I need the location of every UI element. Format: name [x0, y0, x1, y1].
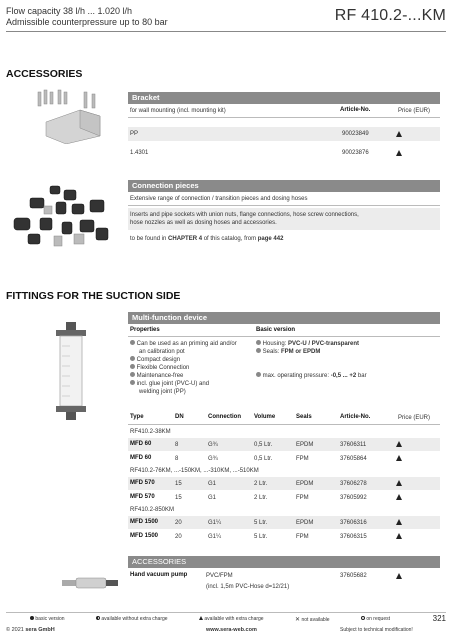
- row-article: 90023876: [342, 150, 369, 156]
- footer-divider: [6, 612, 446, 613]
- cell-volume: 2 Ltr.: [254, 495, 268, 501]
- connection-pieces-image: [10, 184, 116, 248]
- multi-function-bar: Multi-function device: [128, 312, 440, 324]
- housing-label: Housing:: [262, 341, 289, 347]
- model-title: RF 410.2-...KM: [334, 7, 446, 24]
- property-text: Can be used as an priming aid and/or: [136, 341, 237, 347]
- cell-seals: EPDM: [296, 481, 314, 487]
- th-seals: Seals: [296, 414, 312, 420]
- cell-connection: G¾: [208, 456, 218, 462]
- col-article-header: Article-No.: [340, 107, 371, 113]
- half-circle-icon: [96, 616, 100, 620]
- ref-chapter: CHAPTER 4: [168, 236, 203, 242]
- legend-text: available without extra charge: [101, 616, 168, 622]
- cell-article: 37605864: [340, 456, 367, 462]
- legend-item: [30, 616, 65, 623]
- property-text: Compact design: [136, 357, 181, 363]
- cell-article: 37606278: [340, 481, 367, 487]
- cell-seals: FPM: [296, 456, 309, 462]
- triangle-icon: [396, 441, 402, 447]
- basic-version-heading: Basic version: [256, 327, 296, 333]
- legend-text: not available: [301, 617, 330, 623]
- bracket-bar: Bracket: [128, 92, 440, 104]
- filled-circle-icon: [130, 380, 135, 385]
- list-item: [130, 388, 252, 396]
- table-divider: [128, 424, 440, 425]
- triangle-icon: [396, 519, 402, 525]
- cell-type: MFD 1500: [130, 519, 159, 525]
- filled-circle-icon: [130, 340, 135, 345]
- cell-seals: EPDM: [296, 442, 314, 448]
- cell-seals: FPM: [296, 534, 309, 540]
- connection-detail-2: hose nozzles as well as dosing hoses and accessories.: [130, 220, 277, 226]
- triangle-icon: [396, 480, 402, 486]
- cell-connection: G1: [208, 481, 217, 487]
- triangle-icon: [199, 616, 203, 620]
- list-item: [130, 380, 252, 388]
- cell-dn: 20: [175, 534, 182, 540]
- copyright: [6, 627, 55, 633]
- property-text: an calibration pot: [139, 349, 185, 355]
- filled-circle-icon: [30, 616, 34, 620]
- property-text: welding joint (PP): [139, 389, 186, 395]
- cell-type: MFD 570: [130, 494, 155, 500]
- connection-divider: [128, 205, 440, 206]
- cell-type: MFD 60: [130, 455, 152, 461]
- legend: [30, 616, 390, 623]
- legend-item: [295, 616, 330, 623]
- th-article: Article-No.: [340, 414, 371, 420]
- row-article: 90023849: [342, 131, 369, 137]
- connection-desc: Extensive range of connection / transition pieces and dosing hoses: [130, 196, 308, 202]
- cell-dn: 20: [175, 520, 182, 526]
- counterpressure-text: Admissible counterpressure up to 80 bar: [6, 17, 168, 27]
- triangle-icon: [396, 573, 402, 579]
- filled-circle-icon: [256, 348, 261, 353]
- table-row: [128, 438, 440, 451]
- cell-article: 37606316: [340, 520, 367, 526]
- legend-text: available with extra charge: [204, 616, 264, 622]
- table-row: [128, 146, 440, 160]
- cell-connection: G¾: [208, 442, 218, 448]
- table-row: [128, 477, 440, 490]
- list-item: [256, 348, 440, 356]
- seals-label: Seals:: [262, 349, 282, 355]
- pressure-label: max. operating pressure:: [262, 373, 331, 379]
- cell-type: MFD 60: [130, 441, 152, 447]
- acc-item-name: Hand vacuum pump: [130, 572, 188, 578]
- filled-circle-icon: [130, 364, 135, 369]
- properties-list: [130, 340, 252, 396]
- table-row: [128, 491, 440, 504]
- cell-volume: 2 Ltr.: [254, 481, 268, 487]
- cell-dn: 8: [175, 442, 179, 448]
- group-label: RF410.2-76KM, ...-150KM, ...-310KM, ...-510KM: [130, 468, 259, 474]
- th-volume: Volume: [254, 414, 276, 420]
- property-text: Flexible Connection: [136, 365, 190, 371]
- company-name: sera GmbH: [25, 627, 55, 633]
- ring-icon: [361, 616, 365, 620]
- triangle-icon: [396, 533, 402, 539]
- acc-item-material: PVC/FPM: [206, 573, 233, 579]
- legend-item: [361, 616, 390, 623]
- filled-circle-icon: [130, 372, 135, 377]
- cell-type: MFD 1500: [130, 533, 159, 539]
- list-item: [256, 372, 440, 380]
- list-item: [130, 364, 252, 372]
- list-item: [130, 372, 252, 380]
- cell-connection: G1¼: [208, 520, 222, 526]
- cell-article: 37606315: [340, 534, 367, 540]
- cell-volume: 0,5 Ltr.: [254, 442, 273, 448]
- accessories-title: ACCESSORIES: [6, 68, 83, 80]
- pressure-unit: bar: [356, 373, 367, 379]
- header-subtitle: [6, 6, 168, 28]
- connection-info-box: [128, 208, 440, 230]
- legend-text: basic version: [35, 616, 65, 622]
- cell-dn: 15: [175, 481, 182, 487]
- fittings-title: FITTINGS FOR THE SUCTION SIDE: [6, 290, 181, 302]
- filled-circle-icon: [256, 340, 261, 345]
- col-price-header: Price (EUR): [398, 108, 431, 114]
- th-price: Price (EUR): [398, 415, 431, 421]
- cell-connection: G1: [208, 495, 217, 501]
- triangle-icon: [396, 131, 402, 137]
- cell-seals: EPDM: [296, 520, 314, 526]
- cell-volume: 5 Ltr.: [254, 520, 268, 526]
- cell-connection: G1¼: [208, 534, 222, 540]
- connection-detail-1: Inserts and pipe sockets with union nuts, flange connections, hose screw connections,: [130, 212, 359, 218]
- bracket-image: [36, 88, 116, 144]
- legend-text: on request: [366, 616, 390, 622]
- ref-text: to be found in: [130, 236, 169, 242]
- flow-capacity-text: Flow capacity 38 l/h ... 1.020 l/h: [6, 6, 133, 16]
- hand-vacuum-pump-image: [60, 572, 122, 594]
- properties-divider: [128, 336, 440, 337]
- bracket-divider: [128, 117, 440, 118]
- table-row: [128, 127, 440, 141]
- seals-value: FPM or EPDM: [281, 349, 321, 355]
- table-row: [128, 452, 440, 465]
- ref-text: of this catalog, from: [202, 236, 258, 242]
- acc-item-note: (incl. 1,5m PVC-Hose d=12/21): [206, 584, 290, 590]
- property-text: incl. glue joint (PVC-U) and: [136, 381, 210, 387]
- table-row: [128, 516, 440, 529]
- disclaimer: Subject to technical modification!: [340, 627, 413, 633]
- cell-article: 37606311: [340, 442, 367, 448]
- header-divider: [6, 31, 446, 32]
- pressure-value: -0,5 ... +2: [330, 373, 357, 379]
- table-row: [128, 530, 440, 543]
- cell-seals: FPM: [296, 495, 309, 501]
- triangle-icon: [396, 494, 402, 500]
- row-name: PP: [130, 131, 139, 137]
- legend-item: [199, 616, 264, 623]
- catalog-reference: [130, 235, 283, 243]
- list-item: [130, 340, 252, 348]
- filled-circle-icon: [256, 372, 261, 377]
- bracket-desc: for wall mounting (incl. mounting kit): [130, 108, 226, 114]
- sub-accessories-bar: ACCESSORIES: [128, 556, 440, 568]
- page-number: 321: [432, 614, 446, 623]
- cell-dn: 8: [175, 456, 179, 462]
- th-connection: Connection: [208, 414, 241, 420]
- th-dn: DN: [175, 414, 184, 420]
- cell-dn: 15: [175, 495, 182, 501]
- ref-page: page 442: [257, 236, 284, 242]
- cell-article: 37605992: [340, 495, 367, 501]
- list-item: [130, 348, 252, 356]
- cell-volume: 0,5 Ltr.: [254, 456, 273, 462]
- cell-type: MFD 570: [130, 480, 155, 486]
- group-label: RF410.2-38KM: [130, 429, 171, 435]
- basic-version-list: [256, 340, 440, 380]
- legend-item: [96, 616, 168, 623]
- list-item: [256, 340, 440, 348]
- acc-item-article: 37605682: [340, 573, 367, 579]
- connection-pieces-bar: Connection pieces: [128, 180, 440, 192]
- filled-circle-icon: [130, 356, 135, 361]
- cell-volume: 5 Ltr.: [254, 534, 268, 540]
- th-type: Type: [130, 414, 144, 420]
- triangle-icon: [396, 455, 402, 461]
- group-label: RF410.2-850KM: [130, 507, 175, 513]
- copyright-text: © 2021: [6, 627, 26, 633]
- triangle-icon: [396, 150, 402, 156]
- row-name: 1.4301: [130, 150, 149, 156]
- list-item: [130, 356, 252, 364]
- multi-function-device-image: [36, 322, 106, 420]
- properties-heading: Properties: [130, 327, 160, 333]
- website-link[interactable]: www.sera-web.com: [206, 627, 257, 633]
- housing-value: PVC-U / PVC-transparent: [288, 341, 360, 347]
- property-text: Maintenance-free: [136, 373, 184, 379]
- cross-icon: ✕: [295, 617, 301, 623]
